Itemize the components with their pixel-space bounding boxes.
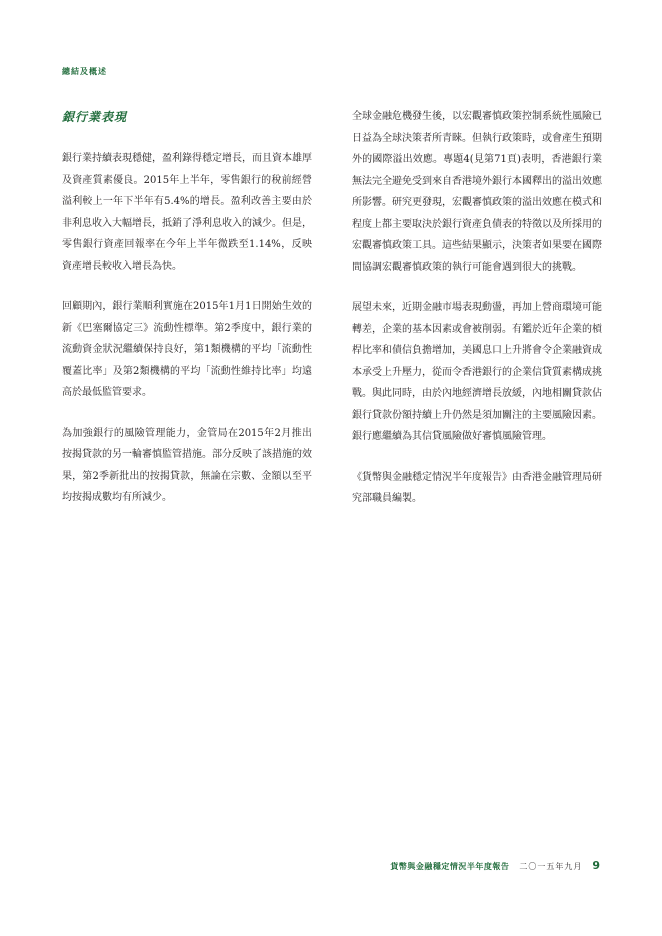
footer-report-title: 貨幣與金融穩定情況半年度報告 [390,862,510,871]
paragraph: 銀行業持續表現穩健，盈利錄得穩定增長，而且資本雄厚及資產質素優良。2015年上半年，零售銀行的稅前經營溢利較上一年下半年有5.4%的增長。盈利改善主要由於非利息收入大幅增長，抵銷了淨利息收入的減少。但是，零售銀行資產回報率在今年上半年微跌至1.14%，反映資產增長較收入增長為快。 [62,153,312,272]
right-column [352,106,602,529]
section-title: 銀行業表現 [62,110,128,124]
page-number: 9 [592,859,600,872]
paragraph: 《貨幣與金融穩定情況半年度報告》由香港金融管理局研究部職員編製。 [352,471,602,504]
footer-date: 二〇一五年九月 [519,862,583,871]
paragraph: 回顧期內，銀行業順利實施在2015年1月1日開始生效的新《巴塞爾協定三》流動性標準。第2季度中，銀行業的流動資金狀況繼續保持良好，第1類機構的平均「流動性覆蓋比率」及第2類機構的平均「流動性維持比率」均遠高於最低監管要求。 [62,301,312,398]
section-tag: 總結及概述 [62,67,107,76]
paragraph: 展望未來，近期金融市場表現動盪，再加上營商環境可能轉差，企業的基本因素或會被削弱。有鑑於近年企業的槓桿比率和債信負擔增加，美國息口上升將會令企業融資成本承受上升壓力，從而令香港銀行的企業信貸質素構成挑戰。與此同時，由於內地經濟增長放緩，內地相關貸款佔銀行貸款份額持續上升仍然是須加關注的主要風險因素。銀行應繼續為其信貸風險做好審慎風險管理。 [352,302,602,442]
paragraph: 為加強銀行的風險管理能力，金管局在2015年2月推出按揭貸款的另一輪審慎監管措施。部分反映了該措施的效果，第2季新批出的按揭貸款，無論在宗數、金額以至平均按揭成數均有所減少。 [62,427,312,503]
left-column [62,148,312,528]
page-footer [390,859,600,872]
paragraph: 全球金融危機發生後，以宏觀審慎政策控制系統性風險已日益為全球決策者所青睞。但執行政策時，或會產生預期外的國際溢出效應。專題4(見第71頁)表明，香港銀行業無法完全避免受到來自香港境外銀行本國釋出的溢出效應所影響。研究更發現，宏觀審慎政策的溢出效應在模式和程度上都主要取決於銀行資產負債表的特徵以及所採用的宏觀審慎政策工具。這些結果顯示，決策者如果要在國際間協調宏觀審慎政策的執行可能會遇到很大的挑戰。 [352,111,602,273]
